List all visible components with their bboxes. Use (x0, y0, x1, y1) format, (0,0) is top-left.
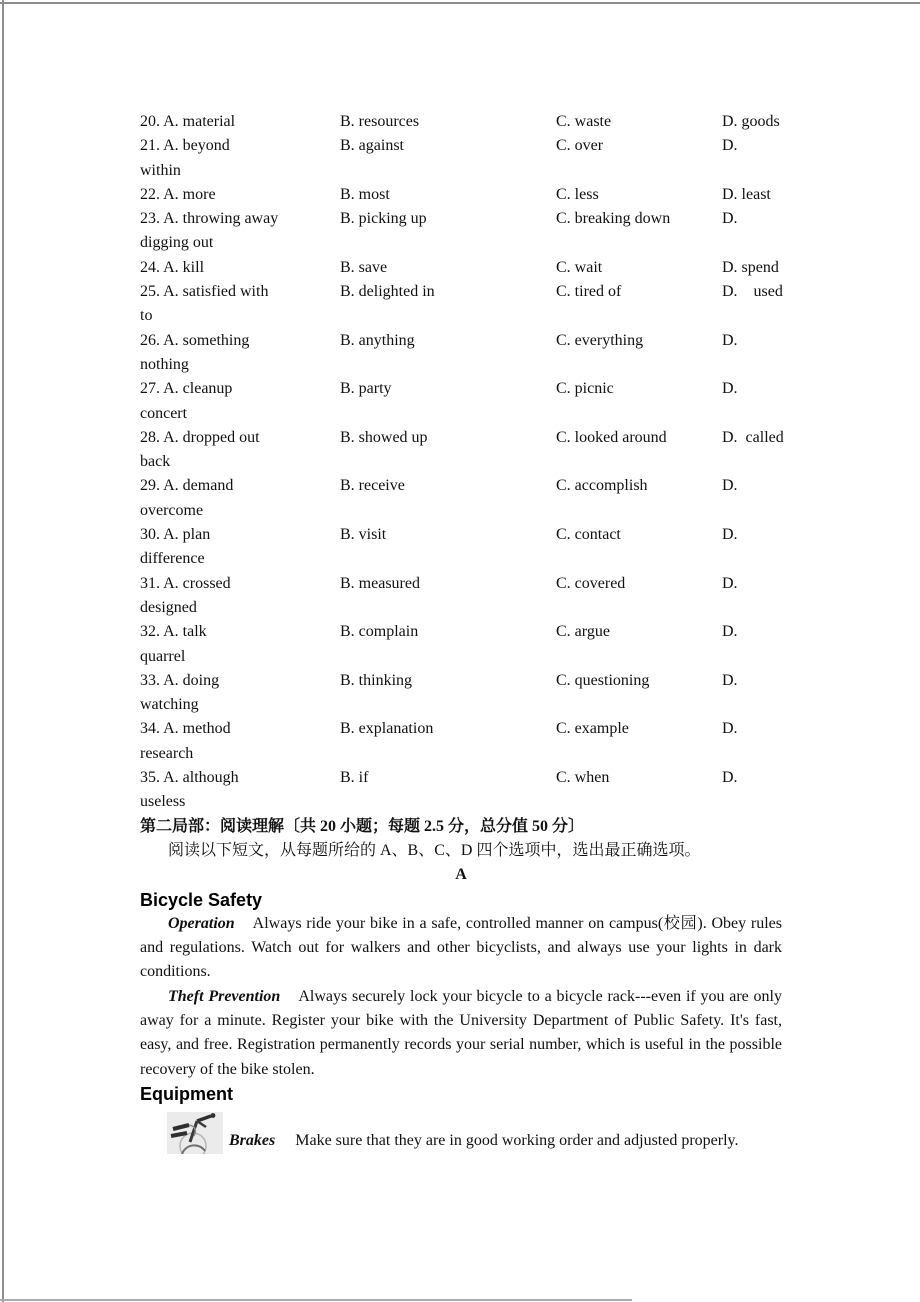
question-row (140, 110, 782, 134)
option-a: 22. A. more (140, 185, 216, 203)
section-a-label: A (455, 866, 467, 884)
option-d: D. called (722, 428, 784, 446)
questions-list (140, 110, 782, 815)
option-b: B. visit (340, 526, 387, 544)
option-a: 35. A. although (140, 769, 239, 787)
option-c: C. contact (556, 526, 621, 544)
option-d: D. (722, 526, 738, 544)
option-c: C. covered (556, 574, 626, 592)
option-c: C. over (556, 137, 604, 155)
option-d: D. (722, 720, 738, 738)
option-d: D. (722, 623, 738, 641)
option-b: B. anything (340, 331, 415, 349)
option-c: C. wait (556, 258, 603, 276)
paragraph-lead: Theft Prevention (168, 987, 281, 1005)
option-a: 30. A. plan (140, 526, 211, 544)
option-c: C. accomplish (556, 477, 648, 495)
page-border-left (2, 0, 4, 1302)
option-a: 28. A. dropped out (140, 428, 260, 446)
option-d-wrap-text: concert (140, 404, 188, 422)
equipment-heading: Equipment (140, 1083, 233, 1104)
paragraph-text: Always ride your bike in a safe, controlled manner on campus(校园). Obey rules and regulations. Watch out for walkers and other bicyclists, and always use your lights in dark conditions. (140, 914, 782, 981)
option-d: D. spend (722, 258, 779, 276)
option-d-wrap-text: to (140, 307, 153, 325)
page-border-top (0, 2, 920, 4)
option-b: B. save (340, 258, 388, 276)
option-d: D. (722, 671, 738, 689)
option-a: 29. A. demand (140, 477, 234, 495)
option-a: 24. A. kill (140, 258, 205, 276)
question-row (140, 717, 782, 741)
paragraph-lead: Operation (168, 914, 235, 932)
option-b: B. delighted in (340, 283, 435, 301)
option-d: D. used (722, 283, 783, 301)
option-b: B. against (340, 137, 404, 155)
option-a: 20. A. material (140, 113, 236, 130)
option-d-wrap-text: back (140, 453, 171, 471)
question-row (140, 620, 782, 644)
option-c: C. waste (556, 113, 612, 130)
option-c: C. less (556, 185, 599, 203)
option-c: C. picnic (556, 380, 614, 398)
part2-instruction: 阅读以下短文，从每题所给的 A、B、C、D 四个选项中，选出最正确选项。 (168, 841, 701, 859)
option-d: D. (722, 574, 738, 592)
option-b: B. showed up (340, 428, 428, 446)
option-a: 25. A. satisfied with (140, 283, 269, 301)
passage-paragraph-operation (140, 912, 782, 985)
option-b: B. complain (340, 623, 419, 641)
passage-title: Bicycle Safety (140, 889, 263, 910)
option-d-wrap-text: designed (140, 598, 197, 616)
equipment-item-lead: Brakes (229, 1131, 276, 1149)
option-a: 26. A. something (140, 331, 250, 349)
option-b: B. explanation (340, 720, 434, 738)
equipment-item-text (229, 1129, 739, 1153)
question-row (140, 256, 782, 280)
option-d-wrap-text: within (140, 161, 181, 179)
question-row (140, 474, 782, 498)
option-b: B. thinking (340, 671, 413, 689)
question-row (140, 766, 782, 790)
option-b: B. receive (340, 477, 405, 495)
option-c: C. breaking down (556, 210, 671, 228)
option-c: C. argue (556, 623, 610, 641)
question-row (140, 669, 782, 693)
part2-heading: 第二局部：阅读理解〔共 20 小题；每题 2.5 分，总分值 50 分〕 (140, 817, 585, 835)
question-row (140, 183, 782, 207)
option-d-wrap-text: difference (140, 550, 205, 568)
bicycle-handlebar-sketch-icon (167, 1112, 223, 1154)
option-d-wrap-text: useless (140, 793, 186, 811)
option-d-wrap-text: overcome (140, 501, 204, 519)
option-d: D. (722, 137, 738, 155)
option-c: C. tired of (556, 283, 622, 301)
option-b: B. party (340, 380, 392, 398)
option-b: B. most (340, 185, 390, 203)
question-row (140, 280, 782, 304)
question-row (140, 329, 782, 353)
question-row (140, 572, 782, 596)
option-a: 31. A. crossed (140, 574, 231, 592)
option-d: D. (722, 331, 738, 349)
page-border-bottom (0, 1299, 632, 1301)
option-a: 23. A. throwing away (140, 210, 279, 228)
option-d: D. goods (722, 113, 780, 130)
passage-paragraph-theft-prevention (140, 985, 782, 1082)
option-d-wrap-text: digging out (140, 234, 214, 252)
question-row (140, 523, 782, 547)
option-a: 27. A. cleanup (140, 380, 233, 398)
option-a: 33. A. doing (140, 671, 220, 689)
equipment-item-brakes (167, 1108, 782, 1154)
paragraph-text: Always securely lock your bicycle to a bicycle rack---even if you are only away for a minute. Register your bike with the University Department of Public Safety. It's fast, easy, and free. Registration permanently records your serial number, which is useful in the possible recovery of the bike stolen. (140, 987, 782, 1078)
option-a: 32. A. talk (140, 623, 207, 641)
option-d-wrap-text: watching (140, 696, 199, 714)
option-c: C. questioning (556, 671, 650, 689)
option-d: D. (722, 477, 738, 495)
option-d-wrap-text: nothing (140, 355, 189, 373)
option-d: D. (722, 380, 738, 398)
option-d: D. (722, 210, 738, 228)
option-d-wrap-text: quarrel (140, 647, 186, 665)
option-d: D. (722, 769, 738, 787)
question-row (140, 426, 782, 450)
option-d-wrap-text: research (140, 744, 194, 762)
question-row (140, 207, 782, 231)
equipment-item-body: Make sure that they are in good working order and adjusted properly. (295, 1131, 739, 1149)
option-b: B. if (340, 769, 369, 787)
option-c: C. when (556, 769, 610, 787)
option-c: C. example (556, 720, 629, 738)
option-d: D. least (722, 185, 771, 203)
option-a: 34. A. method (140, 720, 231, 738)
option-b: B. picking up (340, 210, 427, 228)
question-row (140, 377, 782, 401)
option-c: C. everything (556, 331, 644, 349)
option-c: C. looked around (556, 428, 667, 446)
option-b: B. measured (340, 574, 420, 592)
option-b: B. resources (340, 113, 420, 130)
question-row (140, 134, 782, 158)
option-a: 21. A. beyond (140, 137, 230, 155)
